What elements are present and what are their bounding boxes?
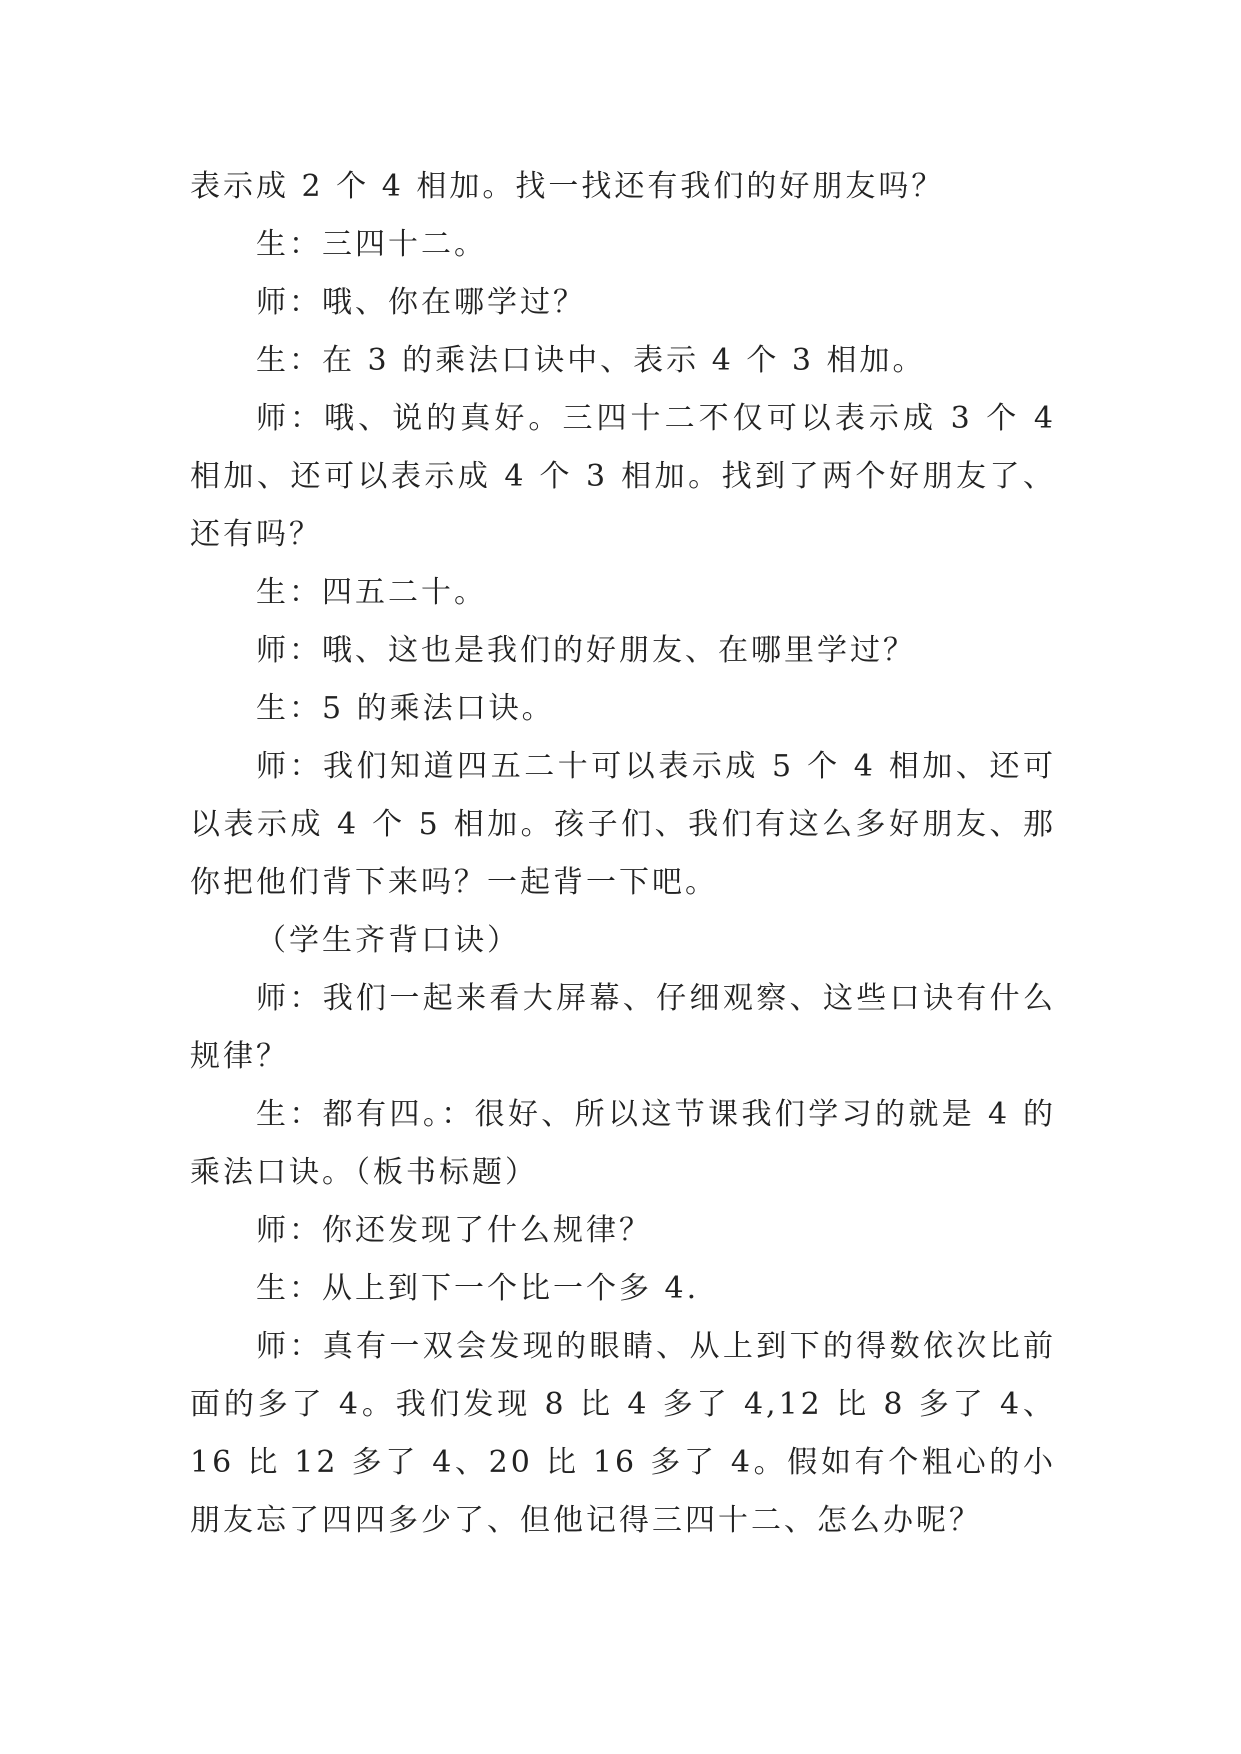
paragraph-5: 师：哦、说的真好。三四十二不仅可以表示成 3 个 4 相加、还可以表示成 4 个 3 相加。找到了两个好朋友了、还有吗？ bbox=[190, 401, 1056, 552]
paragraph-10: （学生齐背口诀） bbox=[256, 923, 520, 958]
paragraph-13: 师：你还发现了什么规律？ bbox=[256, 1213, 652, 1248]
paragraph-14: 生：从上到下一个比一个多 4. bbox=[256, 1271, 700, 1306]
paragraph-7: 师：哦、这也是我们的好朋友、在哪里学过？ bbox=[256, 633, 916, 668]
paragraph-3: 师：哦、你在哪学过？ bbox=[256, 285, 586, 320]
paragraph-11: 师：我们一起来看大屏幕、仔细观察、这些口诀有什么规律？ bbox=[190, 981, 1056, 1074]
paragraph-9: 师：我们知道四五二十可以表示成 5 个 4 相加、还可以表示成 4 个 5 相加。孩子们、我们有这么多好朋友、那你把他们背下来吗？一起背一下吧。 bbox=[190, 749, 1056, 900]
paragraph-15: 师：真有一双会发现的眼睛、从上到下的得数依次比前面的多了 4。我们发现 8 比 4 多了 4,12 比 8 多了 4、16 比 12 多了 4、20 比 16 多了 4。假如有个粗心的小朋友忘了四四多少了、但他记得三四十二、怎么办呢？ bbox=[190, 1329, 1056, 1538]
paragraph-8: 生：5 的乘法口诀。 bbox=[256, 691, 555, 726]
paragraph-12: 生：都有四。：很好、所以这节课我们学习的就是 4 的乘法口诀。（板书标题） bbox=[190, 1097, 1056, 1190]
document-page bbox=[190, 158, 1056, 1550]
paragraph-4: 生：在 3 的乘法口诀中、表示 4 个 3 相加。 bbox=[256, 343, 926, 378]
paragraph-6: 生：四五二十。 bbox=[256, 575, 487, 610]
paragraph-2: 生：三四十二。 bbox=[256, 227, 487, 262]
paragraph-1: 表示成 2 个 4 相加。找一找还有我们的好朋友吗？ bbox=[190, 169, 945, 204]
